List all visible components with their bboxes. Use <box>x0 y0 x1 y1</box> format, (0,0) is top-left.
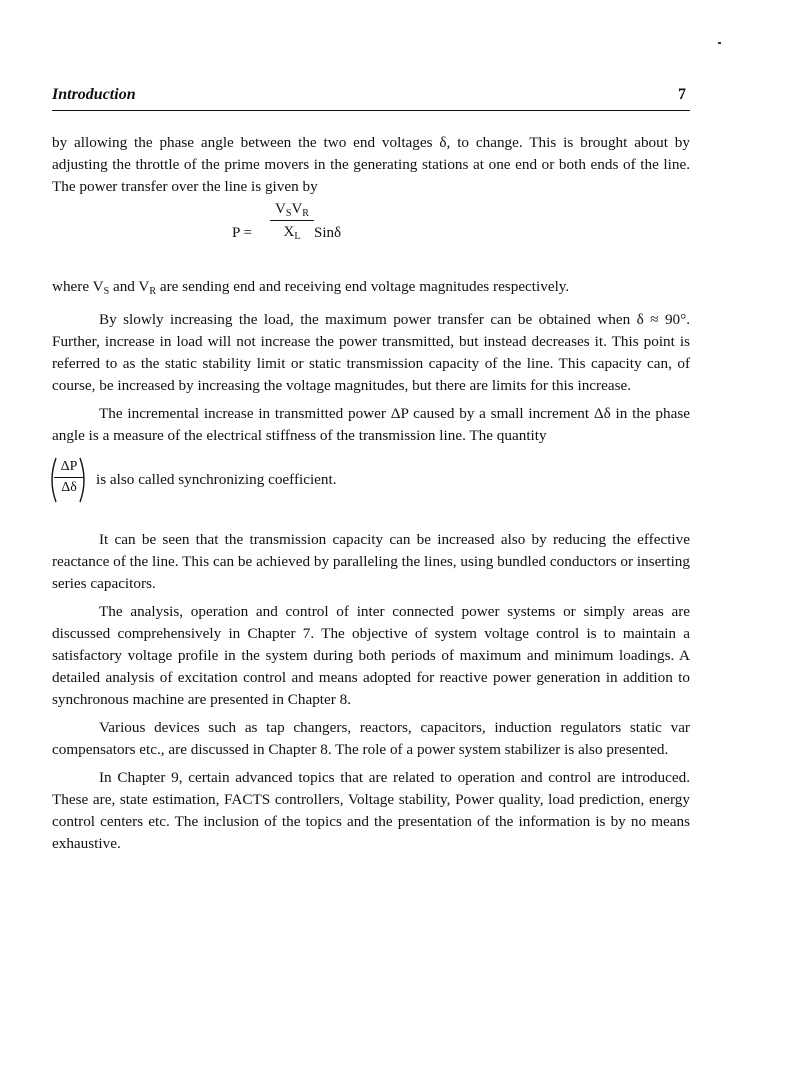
stray-mark <box>718 42 721 44</box>
paragraph-3: The incremental increase in transmitted power ΔP caused by a small increment Δδ in the phase angle is a measure of the electrical stiffness of the transmission line. The quantity <box>52 405 690 444</box>
paragraph-4: It can be seen that the transmission capacity can be increased also by reducing the effective reactance of the line. This can be achieved by paralleling the lines, using bundled conductors or inserting series capacitors. <box>52 531 690 592</box>
chapter-title: Introduction <box>52 86 136 103</box>
equation-lhs: P = <box>232 225 252 241</box>
where-line: where $V_S$ and $V_R$ are sending end and receiving end voltage magnitudes respectively. <box>52 278 570 297</box>
coefficient-numerator: ΔP <box>54 457 84 478</box>
paragraph-2: By slowly increasing the load, the maximum power transfer can be obtained when δ ≈ 90°. Further, increase in load will not increase the power transmitted, but instead decreases it. This point is referred to as the static stability limit or static transmission capacity of the line. This capacity can, of course, be increased by increasing the voltage magnitudes, but there are limits for this increase. <box>52 311 690 394</box>
paragraph-1: by allowing the phase angle between the two end voltages δ, to change. This is brought about by adjusting the throttle of the prime movers in the generating stations at one end or both ends of the line. The power transfer over the line is given by <box>52 134 690 195</box>
equation-numerator: $V_SV_R$ <box>270 198 314 221</box>
paragraph-6: Various devices such as tap changers, reactors, capacitors, induction regulators static var compensators etc., are discussed in Chapter 8. The role of a power system stabilizer is also presented. <box>52 719 690 758</box>
paragraph-7: In Chapter 9, certain advanced topics that are related to operation and control are introduced. These are, state estimation, FACTS controllers, Voltage stability, Power quality, load prediction, energy control centers etc. The inclusion of the topics and the presentation of the information is by no means exhaustive. <box>52 769 690 852</box>
running-header <box>52 86 690 111</box>
page-number: 7 <box>678 86 686 103</box>
page-body <box>52 132 690 855</box>
equation-rhs: Sinδ <box>314 225 342 241</box>
synchronizing-coefficient <box>52 455 690 509</box>
coefficient-denominator: Δδ <box>61 480 77 495</box>
coefficient-text: is also called synchronizing coefficient. <box>96 471 337 488</box>
equation-denominator: $X_L$ <box>283 224 301 242</box>
paragraph-5: The analysis, operation and control of inter connected power systems or simply areas are discussed comprehensively in Chapter 7. The objective of system voltage control is to maintain a satisfactory voltage profile in the system during both periods of maximum and minimum loadings. A detailed analysis of excitation control and means adopted for reactive power generation in addition to synchronous machine are presented in Chapter 8. <box>52 603 690 708</box>
equation-fraction <box>270 198 314 243</box>
power-transfer-equation <box>52 198 690 276</box>
coefficient-fraction <box>54 457 84 498</box>
